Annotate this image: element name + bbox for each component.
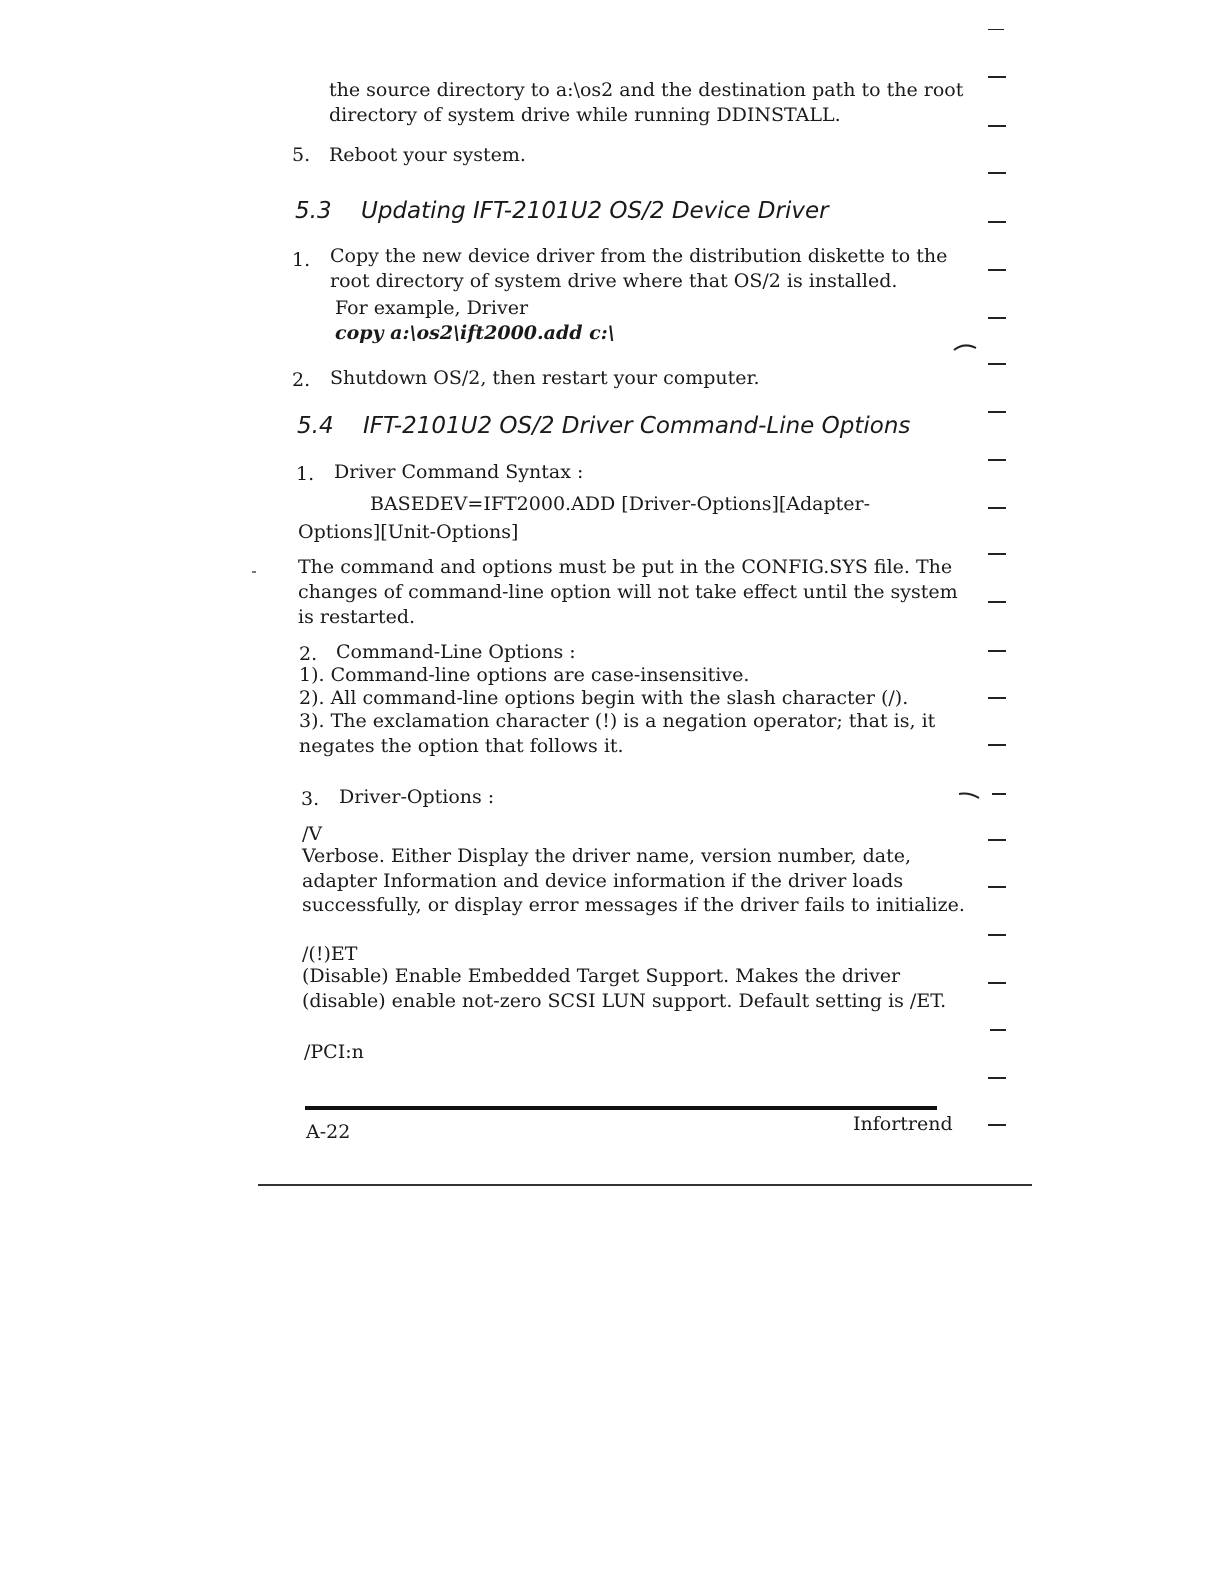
- margin-mark: [988, 934, 1006, 936]
- sec53-item-2-number: 2.: [292, 369, 311, 391]
- margin-mark: [988, 363, 1006, 365]
- sec53-example-label: For example, Driver: [335, 297, 529, 319]
- margin-mark: [988, 221, 1006, 223]
- margin-mark: [988, 459, 1006, 461]
- option-v-label: /V: [302, 823, 323, 845]
- margin-mark: [988, 1077, 1006, 1079]
- section-5-3-number: 5.3: [295, 198, 332, 224]
- section-5-4-number: 5.4: [297, 413, 334, 439]
- scan-arc-mark: [950, 338, 980, 358]
- command-syntax-line-1: BASEDEV=IFT2000.ADD [Driver-Options][Adapter-: [370, 493, 871, 515]
- sec54-item-2-number: 2.: [299, 643, 318, 665]
- sec53-example-command: copy a:\os2\ift2000.add c:\: [335, 322, 615, 344]
- footer-page-number: A-22: [306, 1121, 351, 1143]
- footer-brand: Infortrend: [853, 1113, 953, 1135]
- sec54-item-3-text: Driver-Options :: [339, 786, 495, 808]
- option-rule-1: 1). Command-line options are case-insensitive.: [299, 664, 750, 686]
- section-5-4-heading: [297, 413, 910, 439]
- margin-mark: [988, 650, 1006, 652]
- sec54-item-2-text: Command-Line Options :: [336, 641, 576, 663]
- config-paragraph-line-2: changes of command-line option will not take effect until the system: [298, 581, 958, 603]
- option-rule-3-line-2: negates the option that follows it.: [299, 735, 624, 757]
- margin-mark: [988, 172, 1006, 174]
- option-pci-label: /PCI:n: [304, 1041, 364, 1063]
- command-syntax-line-2: Options][Unit-Options]: [298, 521, 519, 543]
- sec53-item-2-text: Shutdown OS/2, then restart your computer.: [330, 367, 760, 389]
- margin-mark: [988, 317, 1006, 319]
- margin-mark: [988, 269, 1006, 271]
- config-paragraph-line-1: The command and options must be put in the CONFIG.SYS file. The: [298, 556, 953, 578]
- step-5-number: 5.: [292, 144, 311, 166]
- page-bottom-edge: [258, 1184, 1032, 1186]
- continuation-line-2: directory of system drive while running DDINSTALL.: [329, 104, 841, 126]
- section-5-3-title: Updating IFT-2101U2 OS/2 Device Driver: [361, 198, 829, 224]
- option-v-line-2: adapter Information and device information if the driver loads: [302, 870, 904, 892]
- section-5-3-heading: [295, 198, 829, 224]
- section-5-4-title: IFT-2101U2 OS/2 Driver Command-Line Options: [363, 413, 911, 439]
- margin-mark: [988, 507, 1006, 509]
- margin-mark: [988, 697, 1006, 699]
- option-et-line-1: (Disable) Enable Embedded Target Support. Makes the driver: [302, 965, 901, 987]
- option-v-line-1: Verbose. Either Display the driver name, version number, date,: [302, 845, 912, 867]
- margin-mark: [988, 601, 1006, 603]
- margin-mark: [990, 1029, 1006, 1031]
- margin-mark: [988, 744, 1006, 746]
- scan-arc-mark: [955, 788, 985, 804]
- sec53-item-1-number: 1.: [292, 249, 311, 271]
- sec54-item-1-text: Driver Command Syntax :: [334, 461, 584, 483]
- margin-mark: [988, 125, 1006, 127]
- margin-mark: [988, 1124, 1006, 1126]
- option-rule-3-line-1: 3). The exclamation character (!) is a negation operator; that is, it: [299, 710, 936, 732]
- option-v-line-3: successfully, or display error messages if the driver fails to initialize.: [302, 894, 965, 916]
- margin-mark: [988, 29, 1004, 30]
- sec54-item-1-number: 1.: [296, 463, 315, 485]
- margin-mark: [988, 839, 1006, 841]
- option-et-label: /(!)ET: [302, 943, 358, 965]
- sec54-item-3-number: 3.: [301, 788, 320, 810]
- continuation-line-1: the source directory to a:\os2 and the destination path to the root: [329, 79, 964, 101]
- option-et-line-2: (disable) enable not-zero SCSI LUN support. Default setting is /ET.: [302, 990, 947, 1012]
- sec53-item-1-line-2: root directory of system drive where that OS/2 is installed.: [330, 270, 898, 292]
- margin-mark: [988, 982, 1006, 984]
- step-5-text: Reboot your system.: [329, 144, 526, 166]
- sec53-item-1-line-1: Copy the new device driver from the distribution diskette to the: [330, 245, 948, 267]
- margin-mark: [988, 411, 1006, 413]
- margin-mark: [988, 553, 1006, 555]
- footer-rule: [305, 1106, 937, 1110]
- margin-mark: [988, 886, 1006, 888]
- margin-mark: [988, 76, 1006, 78]
- config-paragraph-line-3: is restarted.: [298, 606, 416, 628]
- scan-dot: [252, 571, 256, 573]
- option-rule-2: 2). All command-line options begin with the slash character (/).: [299, 687, 909, 709]
- margin-mark: [992, 793, 1006, 795]
